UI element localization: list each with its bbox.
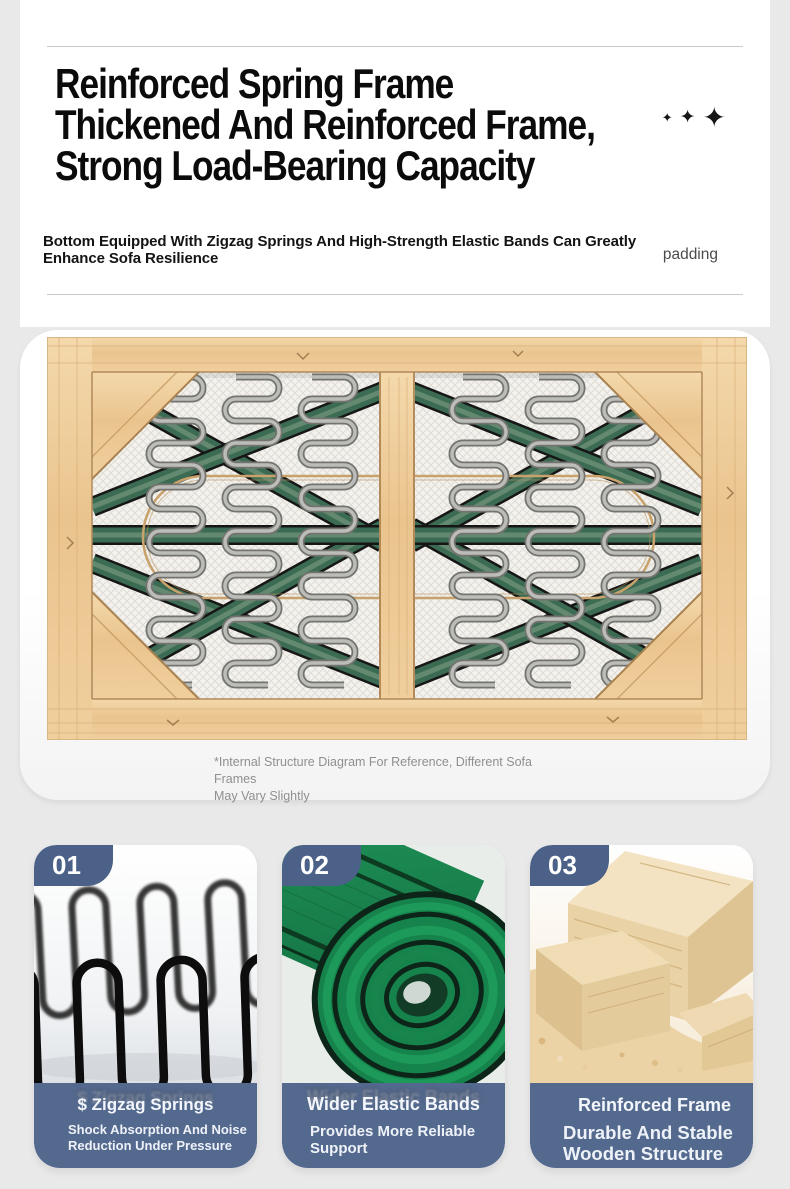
divider-line [47, 294, 743, 295]
sofa-frame-structure-image [47, 337, 747, 740]
feature-card-reinforced-frame [530, 845, 753, 1168]
feature-card-zigzag-springs [34, 845, 257, 1168]
sparkles-decoration [662, 101, 726, 134]
page-title [55, 60, 595, 189]
feature-title: $ Zigzag Springs [77, 1095, 214, 1114]
feature-card-elastic-bands [282, 845, 505, 1168]
sparkle-icon: ✦ [661, 109, 673, 125]
hero-section [20, 0, 770, 327]
feature-title: Wider Elastic Bands [307, 1094, 480, 1114]
caption-line-2: May Vary Slightly [214, 789, 310, 803]
subtitle-line-1: Bottom Equipped With Zigzag Springs And High-Strength Elastic Bands Can Greatly [43, 233, 637, 250]
divider-line [47, 46, 743, 47]
feature-cards-row [34, 845, 790, 1168]
hero-subtitle [43, 233, 636, 267]
title-line-1: Reinforced Spring Frame [55, 60, 454, 107]
sparkle-icon: ✦ [679, 107, 696, 128]
feature-number-badge: 01 [34, 845, 113, 886]
title-line-3: Strong Load-Bearing Capacity [55, 142, 535, 189]
feature-number-badge: 03 [530, 845, 609, 886]
feature-description: Shock Absorption And Noise Reduction Under Pressure [68, 1122, 247, 1153]
feature-footer [34, 1083, 257, 1168]
feature-description: Provides More Reliable Support [310, 1123, 476, 1157]
structure-diagram-card [20, 330, 770, 803]
sparkle-icon: ✦ [702, 102, 726, 133]
feature-footer [282, 1083, 505, 1168]
feature-footer [530, 1083, 753, 1168]
caption-line-1: *Internal Structure Diagram For Reference, Different Sofa Frames [214, 755, 532, 786]
diagram-caption [20, 754, 770, 805]
title-line-2: Thickened And Reinforced Frame, [55, 101, 595, 148]
subtitle-line-2: Enhance Sofa Resilience [43, 250, 219, 267]
feature-title: Reinforced Frame [577, 1095, 731, 1115]
padding-watermark-label: padding [662, 246, 718, 263]
feature-description: Durable And Stable Wooden Structure [563, 1122, 733, 1164]
feature-number-badge: 02 [282, 845, 361, 886]
